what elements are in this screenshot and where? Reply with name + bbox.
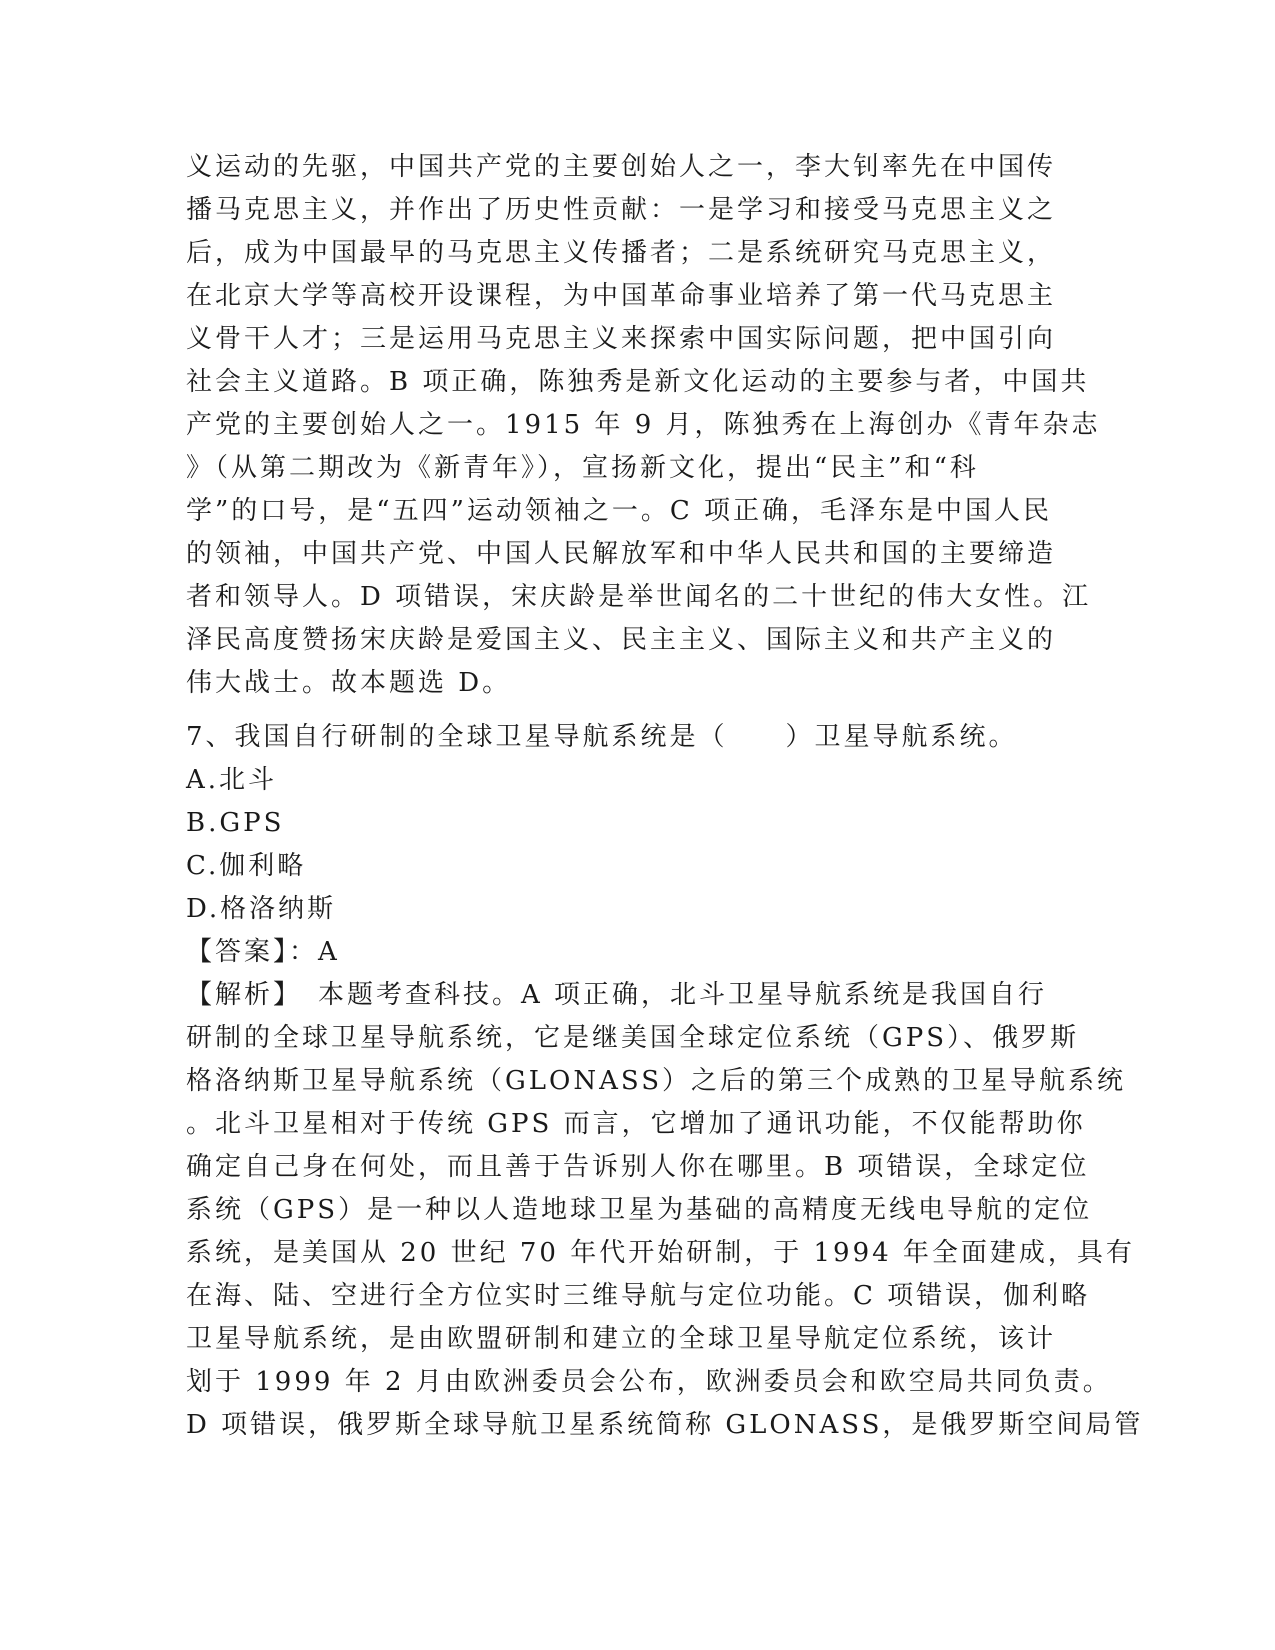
analysis-line: 系统（GPS）是一种以人造地球卫星为基础的高精度无线电导航的定位 bbox=[186, 1195, 1093, 1225]
text-line: 学”的口号，是“五四”运动领袖之一。C 项正确，毛泽东是中国人民 bbox=[186, 496, 1053, 526]
previous-explanation bbox=[186, 146, 1101, 705]
analysis-line: 【解析】 本题考查科技。A 项正确，北斗卫星导航系统是我国自行 bbox=[186, 980, 1048, 1010]
text-line: 者和领导人。D 项错误，宋庆龄是举世闻名的二十世纪的伟大女性。江 bbox=[186, 582, 1092, 612]
analysis-line: 格洛纳斯卫星导航系统（GLONASS）之后的第三个成熟的卫星导航系统 bbox=[186, 1066, 1127, 1096]
analysis-line: 确定自己身在何处，而且善于告诉别人你在哪里。B 项错误，全球定位 bbox=[186, 1152, 1090, 1182]
question-stem: 7、我国自行研制的全球卫星导航系统是（ ）卫星导航系统。 bbox=[186, 722, 1018, 752]
option-c: C.伽利略 bbox=[186, 851, 307, 881]
analysis-line: 在海、陆、空进行全方位实时三维导航与定位功能。C 项错误，伽利略 bbox=[186, 1281, 1091, 1311]
option-a: A.北斗 bbox=[186, 765, 278, 795]
text-line: 社会主义道路。B 项正确，陈独秀是新文化运动的主要参与者，中国共 bbox=[186, 367, 1090, 397]
document-page bbox=[186, 146, 1144, 1447]
text-line: 播马克思主义，并作出了历史性贡献：一是学习和接受马克思主义之 bbox=[186, 195, 1057, 225]
text-line: 义骨干人才；三是运用马克思主义来探索中国实际问题，把中国引向 bbox=[186, 324, 1057, 354]
analysis-line: 系统，是美国从 20 世纪 70 年代开始研制，于 1994 年全面建成，具有 bbox=[186, 1238, 1135, 1268]
text-line: 的领袖，中国共产党、中国人民解放军和中华人民共和国的主要缔造 bbox=[186, 539, 1057, 569]
text-line: 义运动的先驱，中国共产党的主要创始人之一，李大钊率先在中国传 bbox=[186, 152, 1057, 182]
text-line: 伟大战士。故本题选 D。 bbox=[186, 668, 512, 698]
text-line: 在北京大学等高校开设课程，为中国革命事业培养了第一代马克思主 bbox=[186, 281, 1057, 311]
analysis-line: 研制的全球卫星导航系统，它是继美国全球定位系统（GPS）、俄罗斯 bbox=[186, 1023, 1080, 1053]
paragraph-gap bbox=[186, 705, 1046, 716]
analysis-line: 卫星导航系统，是由欧盟研制和建立的全球卫星导航定位系统，该计 bbox=[186, 1324, 1057, 1354]
analysis-line: 划于 1999 年 2 月由欧洲委员会公布，欧洲委员会和欧空局共同负责。 bbox=[186, 1367, 1112, 1397]
option-d: D.格洛纳斯 bbox=[186, 894, 337, 924]
text-line: 后，成为中国最早的马克思主义传播者；二是系统研究马克思主义， bbox=[186, 238, 1057, 268]
analysis-line: 。北斗卫星相对于传统 GPS 而言，它增加了通讯功能，不仅能帮助你 bbox=[186, 1109, 1086, 1139]
text-line: 》（从第二期改为《新青年》），宣扬新文化，提出“民主”和“科 bbox=[186, 453, 979, 483]
analysis-line: D 项错误，俄罗斯全球导航卫星系统简称 GLONASS，是俄罗斯空间局管 bbox=[186, 1410, 1144, 1440]
option-b: B.GPS bbox=[186, 808, 285, 838]
question-7 bbox=[186, 716, 1144, 1447]
text-line: 产党的主要创始人之一。1915 年 9 月，陈独秀在上海创办《青年杂志 bbox=[186, 410, 1101, 440]
text-line: 泽民高度赞扬宋庆龄是爱国主义、民主主义、国际主义和共产主义的 bbox=[186, 625, 1057, 655]
answer-line: 【答案】：A bbox=[186, 937, 340, 967]
